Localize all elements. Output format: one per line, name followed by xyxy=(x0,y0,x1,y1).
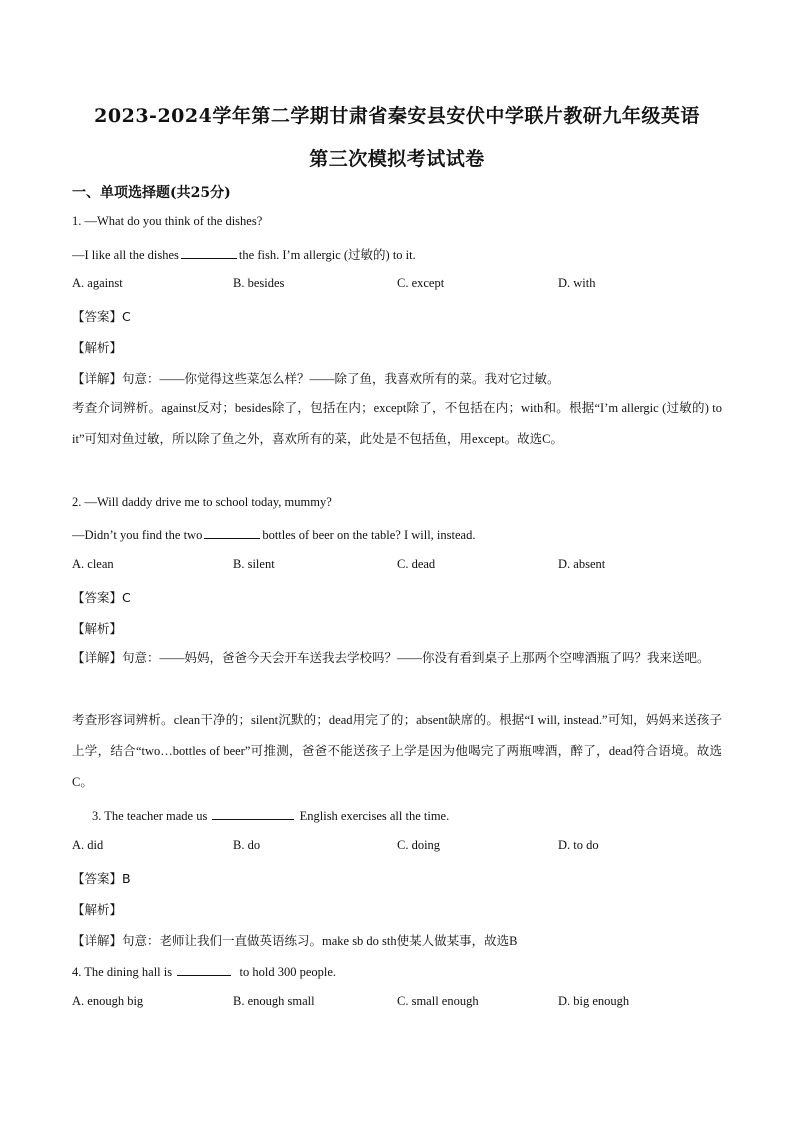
q2-option-b: B. silent xyxy=(233,557,275,571)
q1-stem-line2 xyxy=(72,245,416,263)
q3-option-d: D. to do xyxy=(558,838,599,852)
q1-option-b: B. besides xyxy=(233,276,285,290)
q1-stem-after-blank: the fish. I’m allergic (过敏的) to it. xyxy=(238,248,416,262)
q2-detail: 【详解】句意：——妈妈，爸爸今天会开车送我去学校吗？——你没有看到桌子上那两个空啤酒瓶了吗？我来送吧。 xyxy=(72,651,710,665)
page-subtitle: 第三次模拟考试试卷 xyxy=(309,148,485,170)
q4-stem-after-blank: to hold 300 people. xyxy=(239,965,337,979)
q3-stem xyxy=(92,807,449,824)
q1-explanation: 考查介词辨析。against反对；besides除了，包括在内；except除了，不包括在内；with和。根据“I’m allergic (过敏的) to it”可知对鱼过敏，所以除了鱼之外，喜欢所有的菜，此处是不包括鱼，用except。故选C。 xyxy=(72,401,722,446)
q1-stem-before-blank: —I like all the dishes xyxy=(72,248,179,262)
q3-answer: 【答案】B xyxy=(72,871,131,886)
q4-stem-before-blank: 4. The dining hall is xyxy=(72,965,173,979)
q2-explanation: 考查形容词辨析。clean干净的；silent沉默的；dead用完了的；absent缺席的。根据“I will, instead.”可知，妈妈来送孩子上学，结合“two…bottles of beer”可推测，爸爸不能送孩子上学是因为他喝完了两瓶啤酒，醉了，dead符合语境。故选C。 xyxy=(72,713,722,789)
q2-answer: 【答案】C xyxy=(72,590,131,605)
q2-option-a: A. clean xyxy=(72,557,114,571)
q3-blank xyxy=(212,807,294,820)
q3-detail: 【详解】句意：老师让我们一直做英语练习。make sb do sth使某人做某事，故选B xyxy=(72,934,518,948)
q4-stem xyxy=(72,963,336,980)
q1-stem-line1: 1. —What do you think of the dishes? xyxy=(72,214,263,228)
q4-option-c: C. small enough xyxy=(397,994,479,1008)
page-title: 2023-2024学年第二学期甘肃省秦安县安伏中学联片教研九年级英语 xyxy=(94,105,700,127)
q3-option-c: C. doing xyxy=(397,838,441,852)
q1-blank xyxy=(181,246,237,259)
q2-blank xyxy=(204,526,260,539)
q1-option-d: D. with xyxy=(558,276,596,290)
q1-detail: 【详解】句意：——你觉得这些菜怎么样？——除了鱼，我喜欢所有的菜。我对它过敏。 xyxy=(72,372,560,386)
q2-analysis-label: 【解析】 xyxy=(72,621,123,636)
q4-option-a: A. enough big xyxy=(72,994,144,1008)
q1-option-c: C. except xyxy=(397,276,445,290)
q4-blank xyxy=(177,963,231,976)
q4-option-b: B. enough small xyxy=(233,994,315,1008)
q3-analysis-label: 【解析】 xyxy=(72,902,123,917)
q3-stem-before-blank: 3. The teacher made us xyxy=(92,809,208,823)
q2-stem-line2 xyxy=(72,526,475,543)
q3-option-a: A. did xyxy=(72,838,104,852)
q2-stem-after-blank: bottles of beer on the table? I will, instead. xyxy=(262,528,476,542)
q2-stem-line1: 2. —Will daddy drive me to school today, mummy? xyxy=(72,495,332,509)
q1-analysis-label: 【解析】 xyxy=(72,340,123,355)
q3-stem-after-blank: English exercises all the time. xyxy=(299,809,450,823)
section-heading: 一、单项选择题(共25分) xyxy=(72,185,231,201)
q2-stem-before-blank: —Didn’t you find the two xyxy=(72,528,203,542)
q1-option-a: A. against xyxy=(72,276,123,290)
q2-option-d: D. absent xyxy=(558,557,606,571)
q1-answer: 【答案】C xyxy=(72,309,131,324)
q4-option-d: D. big enough xyxy=(558,994,630,1008)
q3-option-b: B. do xyxy=(233,838,261,852)
q2-option-c: C. dead xyxy=(397,557,436,571)
